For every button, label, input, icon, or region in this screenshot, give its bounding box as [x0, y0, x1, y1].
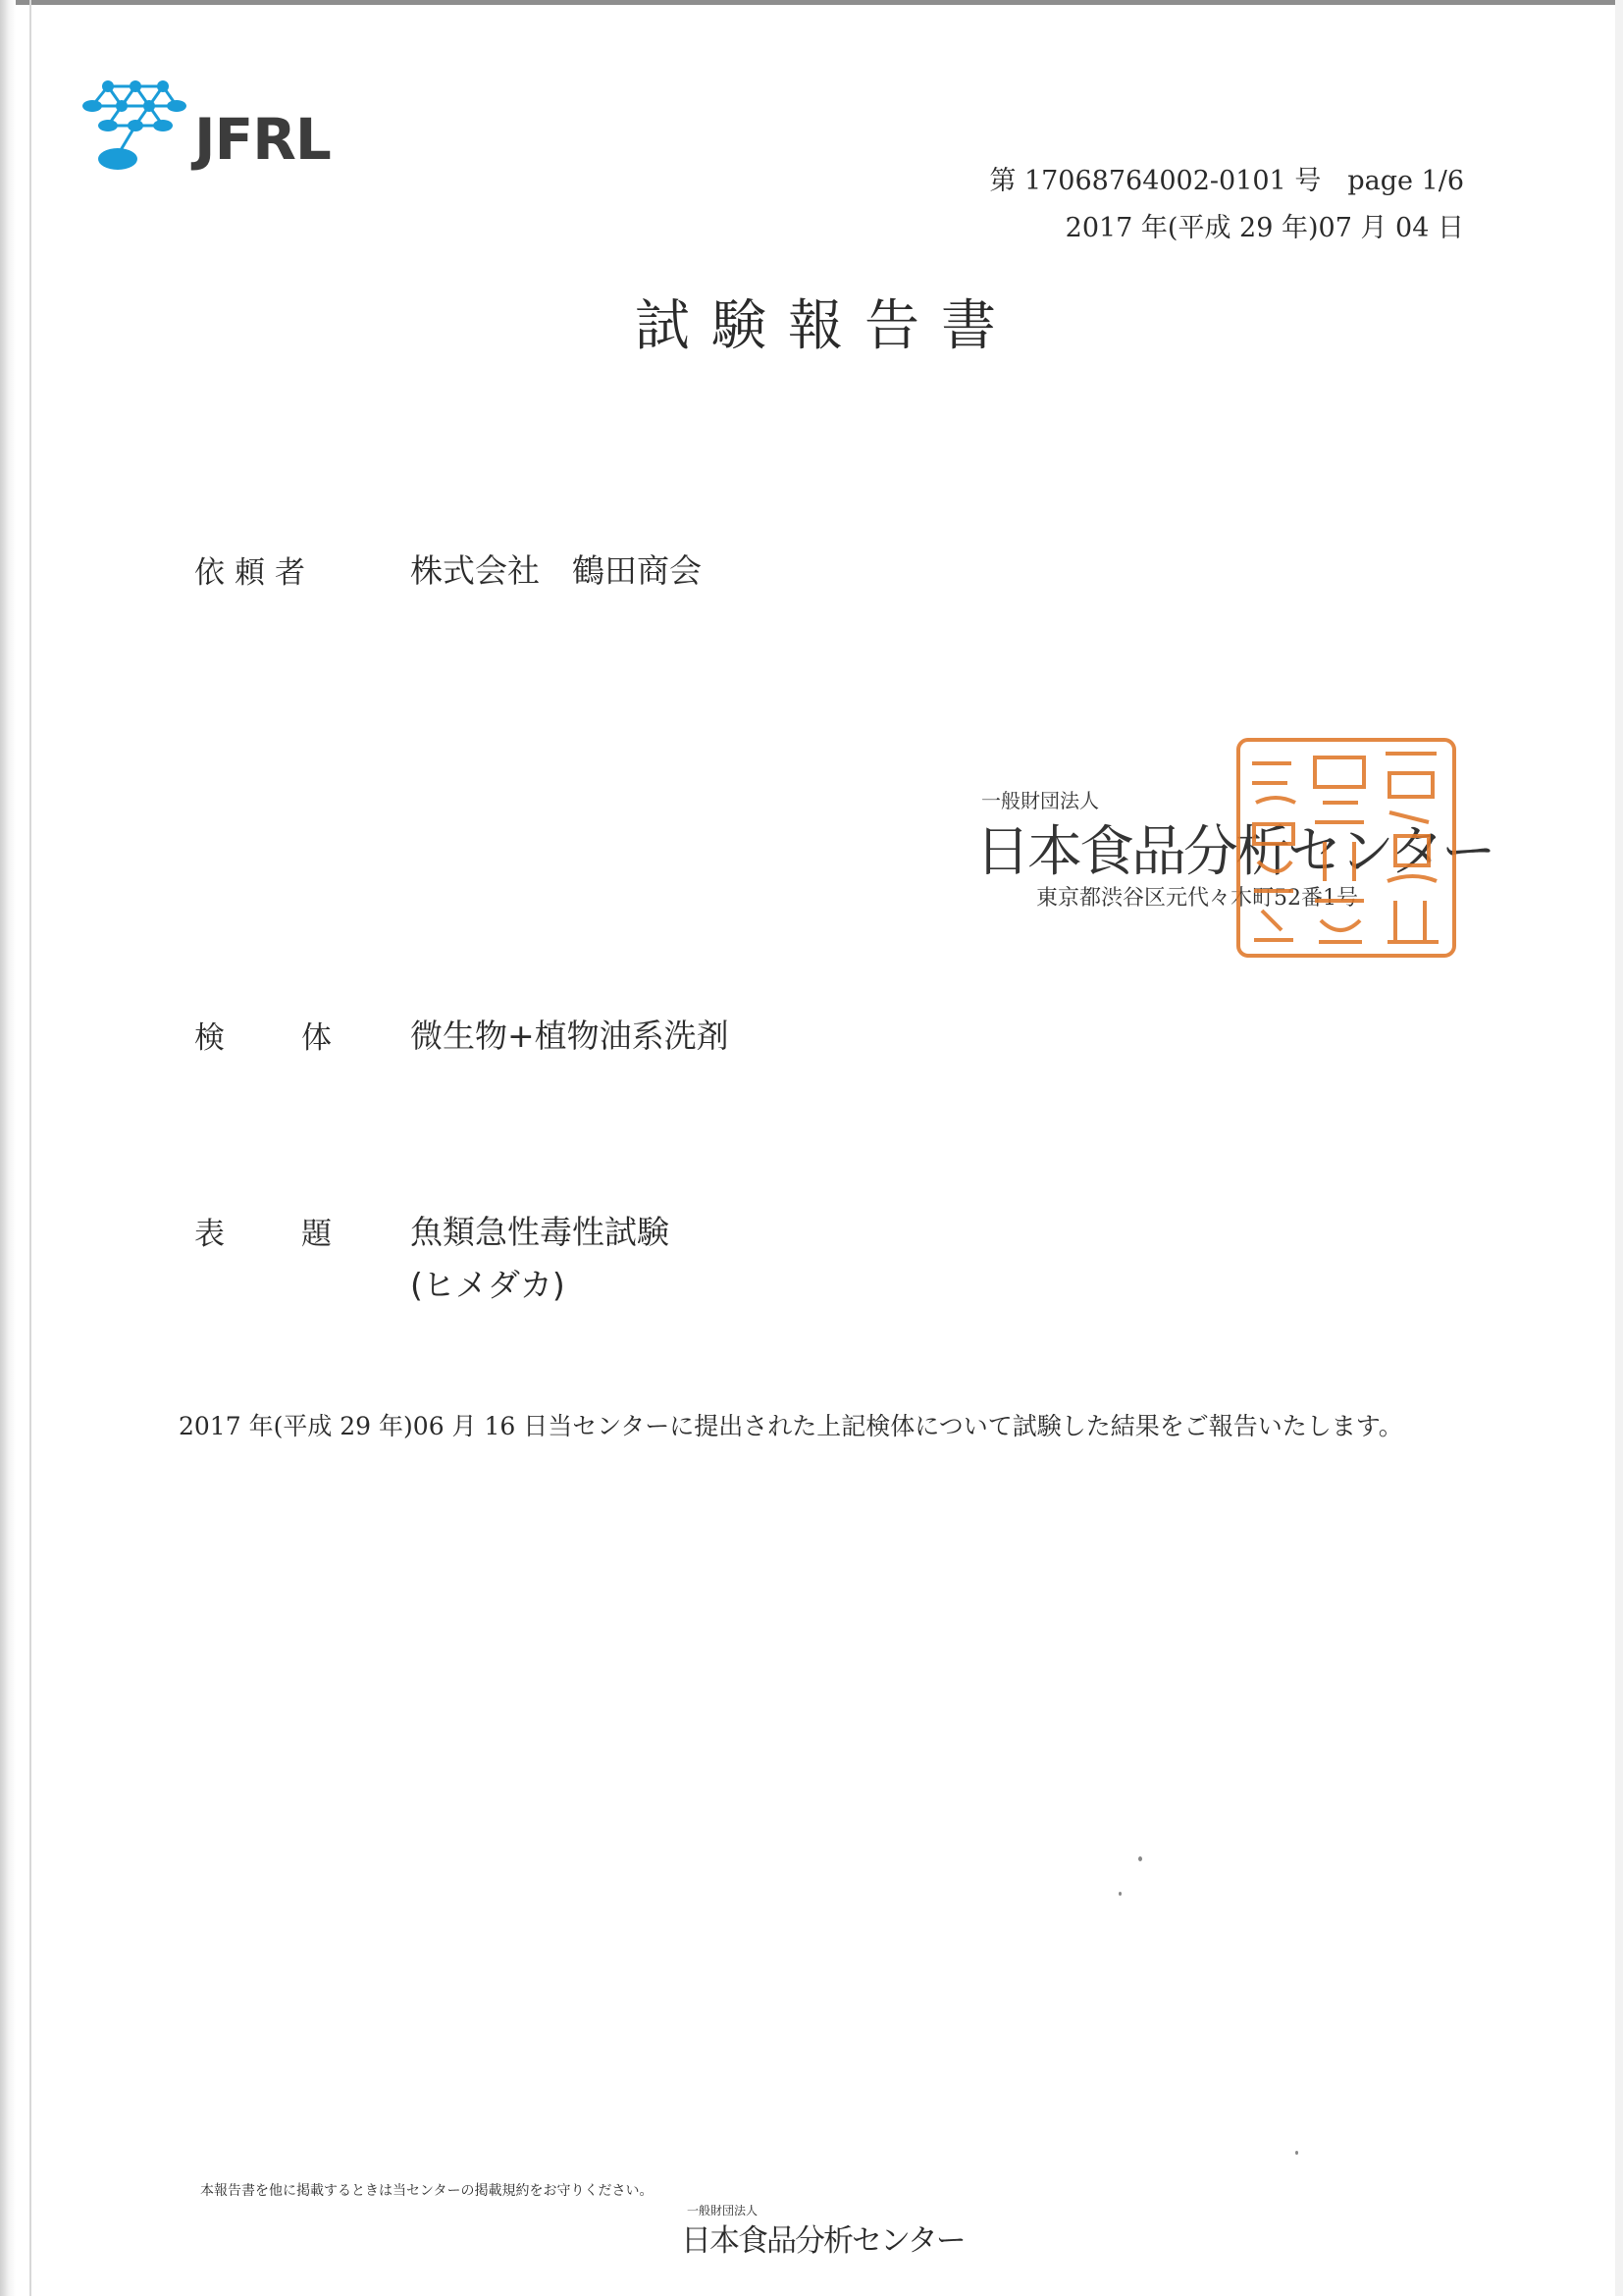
issuer-type: 一般財団法人: [981, 789, 1099, 812]
jfrl-logo: [79, 71, 393, 179]
client-label: 依頼者: [194, 555, 315, 591]
scan-top-edge: [0, 0, 1623, 5]
network-logo-icon: [79, 71, 196, 179]
footer-org-type: 一般財団法人: [687, 2204, 759, 2218]
logo-wordmark: JFRL: [194, 106, 331, 173]
issuer-address: 東京都渋谷区元代々木町52番1号: [1036, 886, 1358, 911]
footer-org-name: 日本食品分析センター: [681, 2223, 965, 2259]
subject-label: 表題: [194, 1217, 408, 1252]
scan-speck: [1295, 2151, 1298, 2155]
subject-value-line2: (ヒメダカ): [410, 1266, 565, 1304]
official-seal-icon: [1232, 734, 1460, 962]
page-title: 試験報告書: [635, 294, 1018, 358]
footer-note: 本報告書を他に掲載するときは当センターの掲載規約をお守りください。: [200, 2183, 654, 2199]
report-date: 2017 年(平成 29 年)07 月 04 日: [1065, 213, 1464, 243]
scan-speck: [1119, 1892, 1122, 1896]
report-number: 第 17068764002-0101 号 page 1/6: [989, 166, 1464, 196]
report-statement: 2017 年(平成 29 年)06 月 16 日当センターに提出された上記検体について試験した結果をご報告いたします。: [179, 1412, 1403, 1440]
subject-value-line1: 魚類急性毒性試験: [410, 1213, 669, 1251]
issuer-name: 日本食品分析センター: [975, 820, 1493, 884]
sample-value: 微生物+植物油系洗剤: [410, 1017, 729, 1055]
client-value: 株式会社 鶴田商会: [410, 551, 702, 590]
scan-speck: [1138, 1856, 1142, 1861]
sample-label: 検体: [194, 1020, 408, 1056]
